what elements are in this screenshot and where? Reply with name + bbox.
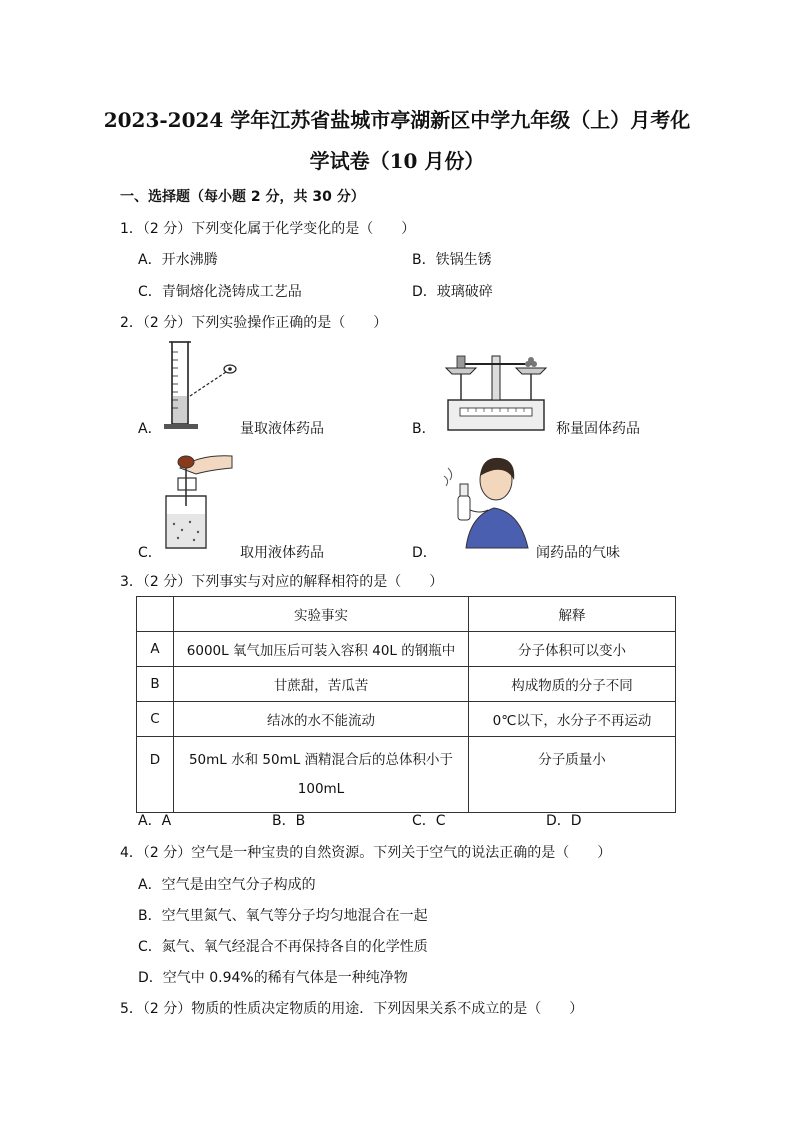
table-row	[137, 632, 676, 667]
table-cell: 甘蔗甜，苦瓜苦	[174, 667, 469, 702]
table-cell-line: 50mL 水和 50mL 酒精混合后的总体积小于	[188, 752, 454, 768]
table-cell: D	[137, 737, 174, 813]
q4-option-d: D．空气中 0.94%的稀有气体是一种纯净物	[138, 970, 408, 986]
q3-option-a: A．A	[138, 813, 172, 829]
q2-option-d-caption: 闻药品的气味	[536, 545, 620, 561]
q4-option-b: B．空气里氮气、氧气等分子均匀地混合在一起	[138, 908, 428, 924]
table-cell: 分子质量小	[469, 737, 676, 813]
q3-option-b: B．B	[272, 813, 306, 829]
facts-table	[136, 596, 676, 813]
q2-option-c-caption: 取用液体药品	[240, 545, 324, 561]
q5-stem: 5．（2 分）物质的性质决定物质的用途．下列因果关系不成立的是（ ）	[120, 1001, 584, 1017]
table-cell: 6000L 氧气加压后可装入容积 40L 的钢瓶中	[174, 632, 469, 667]
table-cell: 构成物质的分子不同	[469, 667, 676, 702]
graduated-cylinder-icon	[160, 336, 240, 432]
q2-option-b-caption: 称量固体药品	[556, 421, 640, 437]
q2-option-a-caption: 量取液体药品	[240, 421, 324, 437]
q1-stem: 1．（2 分）下列变化属于化学变化的是（ ）	[120, 221, 416, 237]
q2-option-d-letter: D．	[412, 545, 437, 561]
table-header-cell	[137, 597, 174, 632]
student-smelling-icon	[436, 450, 536, 550]
table-header-cell: 解释	[469, 597, 676, 632]
exam-title-line-2: 学试卷（10 月份）	[309, 149, 485, 173]
q4-option-a: A．空气是由空气分子构成的	[138, 877, 316, 893]
table-cell: 0℃以下，水分子不再运动	[469, 702, 676, 737]
table-header-row	[137, 597, 676, 632]
table-cell: B	[137, 667, 174, 702]
q4-stem: 4．（2 分）空气是一种宝贵的自然资源。下列关于空气的说法正确的是（ ）	[120, 845, 612, 861]
section-heading: 一、选择题（每小题 2 分，共 30 分）	[120, 189, 365, 205]
table-header-cell: 实验事实	[174, 597, 469, 632]
q1-option-c: C．青铜熔化浇铸成工艺品	[138, 284, 302, 300]
table-cell: 分子体积可以变小	[469, 632, 676, 667]
table-cell	[174, 737, 469, 813]
q2-option-c-letter: C．	[138, 545, 162, 561]
exam-title-line-1: 2023-2024 学年江苏省盐城市亭湖新区中学九年级（上）月考化	[103, 108, 691, 132]
q2-option-a-letter: A．	[138, 421, 162, 437]
q3-stem: 3．（2 分）下列事实与对应的解释相符的是（ ）	[120, 574, 444, 590]
q3-option-c: C．C	[412, 813, 446, 829]
table-row	[137, 702, 676, 737]
q1-option-b: B．铁锅生锈	[412, 252, 492, 268]
balance-scale-icon	[440, 346, 552, 436]
table-cell: C	[137, 702, 174, 737]
q4-option-c: C．氮气、氧气经混合不再保持各自的化学性质	[138, 939, 428, 955]
q3-option-d: D．D	[546, 813, 582, 829]
table-cell-line: 100mL	[297, 781, 345, 797]
table-row	[137, 667, 676, 702]
q1-option-d: D．玻璃破碎	[412, 284, 493, 300]
q2-stem: 2．（2 分）下列实验操作正确的是（ ）	[120, 315, 388, 331]
table-cell: 结冰的水不能流动	[174, 702, 469, 737]
table-row	[137, 737, 676, 813]
dropper-bottle-icon	[160, 448, 240, 552]
table-cell: A	[137, 632, 174, 667]
q2-option-b-letter: B．	[412, 421, 436, 437]
q1-option-a: A．开水沸腾	[138, 252, 218, 268]
